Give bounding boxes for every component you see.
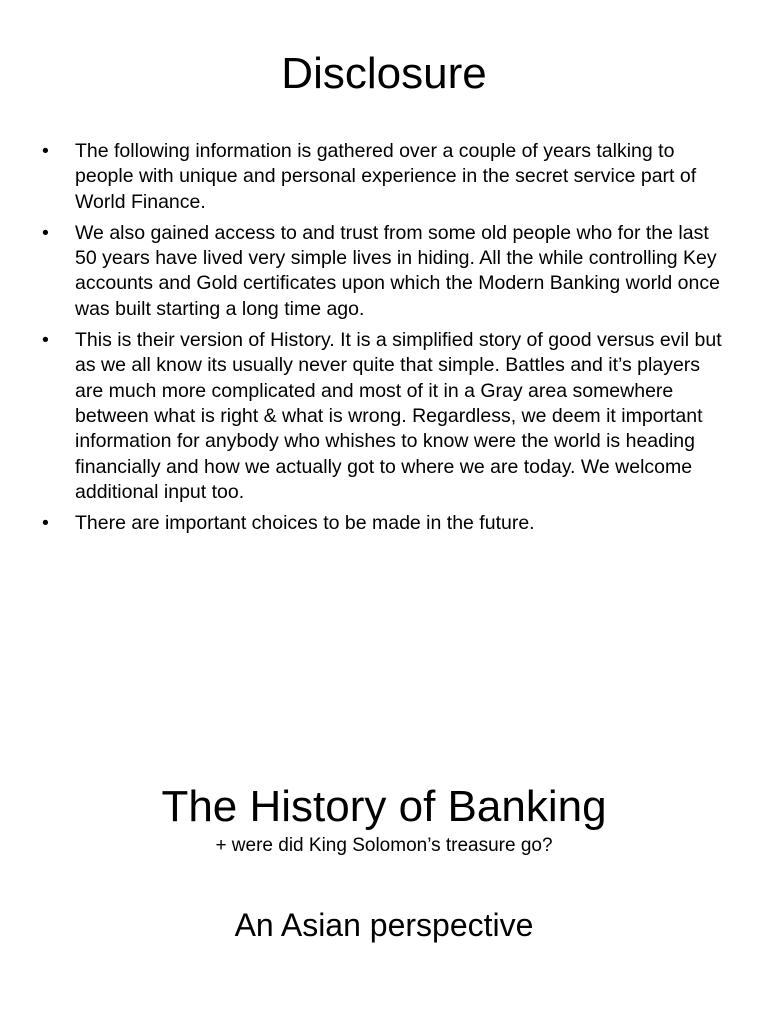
bullet-item — [0, 328, 768, 505]
bullet-item — [0, 221, 768, 322]
bullet-text: There are important choices to be made in the future. — [75, 512, 535, 535]
disclosure-title: Disclosure — [281, 49, 487, 98]
disclosure-bullet-list — [0, 139, 768, 542]
bullet-item — [0, 511, 768, 536]
cover-title: The History of Banking — [161, 782, 607, 831]
cover-tagline: An Asian perspective — [234, 907, 534, 943]
bullet-text: The following information is gathered over a couple of years talking to people with unique and personal experience in the secret service part of World Finance. — [75, 140, 697, 213]
bullet-item — [0, 139, 768, 215]
cover-subtitle: + were did King Solomon’s treasure go? — [215, 835, 553, 856]
cover-slide — [0, 760, 768, 1024]
bullet-text: We also gained access to and trust from some old people who for the last 50 years have lived very simple lives in hiding. All the while controlling Key accounts and Gold certificates upon which the Modern Banking world once was built starting a long time ago. — [75, 221, 720, 320]
bullet-icon: • — [42, 140, 49, 162]
bullet-icon: • — [42, 221, 49, 244]
bullet-icon: • — [42, 329, 49, 352]
bullet-text: This is their version of History. It is a simplified story of good versus evil but as we all know its usually never quite that simple. Battles and it’s players are much more complicated and most of it in a Gray area somewhere between what is right & what is wrong. Regardless, we deem it important information for anybody who whishes to know were the world is heading financially and how we actually got to where we are today. We welcome additional input too. — [75, 329, 722, 503]
bullet-icon: • — [42, 512, 49, 535]
